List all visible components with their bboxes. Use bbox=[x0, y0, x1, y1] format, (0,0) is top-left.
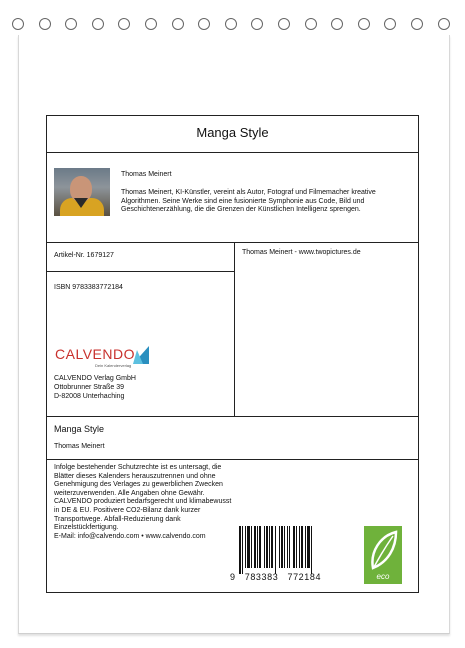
binding-ring bbox=[92, 18, 104, 30]
calendar-binding-rings bbox=[0, 18, 465, 36]
barcode-digit-prefix: 9 bbox=[230, 572, 236, 582]
barcode-bar bbox=[312, 526, 314, 574]
binding-ring bbox=[198, 18, 210, 30]
barcode-digits bbox=[230, 572, 356, 582]
binding-ring bbox=[331, 18, 343, 30]
article-number: Artikel-Nr. 1679127 bbox=[54, 252, 114, 259]
binding-ring bbox=[145, 18, 157, 30]
legal-climate-text: CALVENDO produziert bedarfsgerecht und klimabewusst in DE & EU. Positivere CO2-Bilanz dank kurzer Transportwege. Abfall-Reduzierung dank Einzelstückfertigung. bbox=[54, 498, 232, 532]
author-photo bbox=[54, 168, 110, 216]
divider bbox=[47, 271, 234, 272]
binding-ring bbox=[384, 18, 396, 30]
divider bbox=[234, 242, 235, 417]
divider bbox=[47, 416, 418, 417]
product-author: Thomas Meinert bbox=[54, 443, 105, 450]
divider bbox=[47, 152, 418, 153]
publisher-city: D-82008 Unterhaching bbox=[54, 393, 125, 400]
calvendo-tagline: Dein Kalenderverlag bbox=[95, 363, 132, 368]
binding-ring bbox=[438, 18, 450, 30]
binding-ring bbox=[411, 18, 423, 30]
eco-badge bbox=[364, 526, 402, 584]
divider bbox=[47, 459, 418, 460]
publisher-name: CALVENDO Verlag GmbH bbox=[54, 375, 136, 382]
isbn: ISBN 9783383772184 bbox=[54, 284, 123, 291]
binding-ring bbox=[65, 18, 77, 30]
product-title: Manga Style bbox=[54, 424, 105, 434]
barcode bbox=[239, 526, 349, 574]
binding-ring bbox=[172, 18, 184, 30]
binding-ring bbox=[225, 18, 237, 30]
legal-contact-text: E-Mail: info@calvendo.com • www.calvendo.com bbox=[54, 532, 206, 540]
author-bio: Thomas Meinert, KI-Künstler, vereint als Autor, Fotograf und Filmemacher kreative Algorithmen. Seine Werke sind eine fusionierte Symphonie aus Code, Bild und Geschichtenerzählung, die die Grenzen der Künstlichen Intelligenz sprengen. bbox=[121, 189, 376, 214]
binding-ring bbox=[278, 18, 290, 30]
info-sheet bbox=[46, 115, 419, 593]
publisher-street: Ottobrunner Straße 39 bbox=[54, 384, 125, 391]
legal-notice bbox=[54, 464, 232, 541]
calvendo-wordmark: CALVENDO bbox=[55, 346, 135, 362]
photo-credit: Thomas Meinert - www.twopictures.de bbox=[242, 249, 361, 256]
binding-ring bbox=[251, 18, 263, 30]
barcode-digit-left: 783383 bbox=[244, 572, 279, 582]
eco-label: eco bbox=[376, 572, 390, 581]
barcode-digit-right: 772184 bbox=[287, 572, 322, 582]
divider bbox=[47, 242, 418, 243]
legal-rights-text: Infolge bestehender Schutzrechte ist es untersagt, die Blätter dieses Kalenders herauszutrennen und ohne Genehmigung des Verlages zu gewerblichen Zwecken weiterzuverwenden. Alle Angaben ohne Gewähr. bbox=[54, 464, 223, 497]
calvendo-logo bbox=[55, 346, 165, 372]
binding-ring bbox=[12, 18, 24, 30]
binding-ring bbox=[118, 18, 130, 30]
binding-ring bbox=[39, 18, 51, 30]
page-title: Manga Style bbox=[196, 125, 269, 140]
author-name: Thomas Meinert bbox=[121, 171, 172, 178]
binding-ring bbox=[358, 18, 370, 30]
binding-ring bbox=[305, 18, 317, 30]
calvendo-mark-icon bbox=[133, 346, 149, 364]
